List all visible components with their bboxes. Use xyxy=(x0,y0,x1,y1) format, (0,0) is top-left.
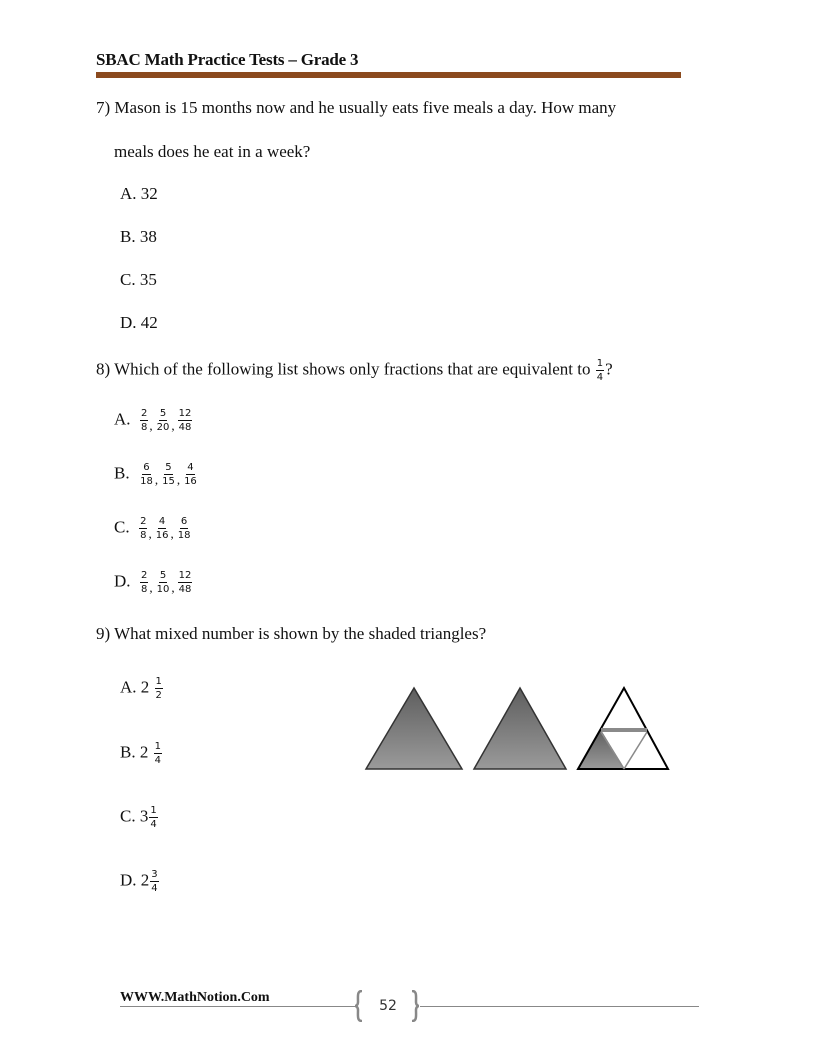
partial-triangle xyxy=(577,688,668,769)
shaded-quarter-triangle xyxy=(577,730,625,769)
q9-option-a-label: A. 2 xyxy=(120,677,150,697)
q8-option-d-label: D. xyxy=(114,571,131,591)
q9-option-b-label: B. 2 xyxy=(120,742,149,762)
right-brace-icon xyxy=(410,990,420,1022)
footer-website: WWW.MathNotion.Com xyxy=(120,990,270,1005)
fraction: $\frac{12}{48}$ xyxy=(178,570,192,595)
q8-option-c: C. $\frac{2}{8}$ $_,$ $\frac{4}{16}$ $_,$ $\frac{6}{18}$ xyxy=(114,516,191,542)
fraction: $\frac{5}{20}$ xyxy=(156,408,170,433)
question-8-text xyxy=(96,358,613,383)
q8-option-a: A. $\frac{2}{8}$ $_,$ $\frac{5}{20}$ $_,$ $\frac{12}{48}$ xyxy=(114,408,192,434)
question-7-line-2: meals does he eat in a week? xyxy=(114,142,311,161)
fraction: $\frac{2}{8}$ xyxy=(141,570,148,595)
question-8-prompt: 8) Which of the following list shows only fractions that are equivalent to xyxy=(96,359,595,379)
fraction: $\frac{5}{10}$ xyxy=(156,570,170,595)
footer-rule-left xyxy=(120,1006,356,1007)
fraction: $\frac{1}{4}$ xyxy=(154,741,161,766)
fraction: $\frac{4}{16}$ xyxy=(155,516,169,541)
footer-rule-right xyxy=(420,1006,699,1007)
fraction: $\frac{6}{18}$ xyxy=(177,516,191,541)
full-triangle-1 xyxy=(366,688,462,769)
fraction: $\frac{2}{8}$ xyxy=(140,516,147,541)
q7-option-b: B. 38 xyxy=(120,227,157,246)
fraction: $\frac{4}{16}$ xyxy=(184,462,197,487)
fraction: $\frac{3}{4}$ xyxy=(151,869,158,894)
q9-option-b xyxy=(120,741,163,766)
question-8-end: ? xyxy=(605,359,613,379)
fraction: $\frac{1}{4}$ xyxy=(150,805,157,830)
fraction: $\frac{5}{15}$ xyxy=(162,462,175,487)
q9-option-d xyxy=(120,869,160,894)
q8-option-b: B. $\frac{6}{18}$ $_,$ $\frac{5}{15}$ $_,$ $\frac{4}{16}$ xyxy=(114,462,197,488)
q8-option-a-label: A. xyxy=(114,409,131,429)
midline-right xyxy=(624,732,647,769)
fraction: $\frac{2}{8}$ xyxy=(141,408,148,433)
fraction: $\frac{1}{2}$ xyxy=(155,676,162,701)
page-number: 52 xyxy=(379,998,397,1014)
header-divider xyxy=(96,72,681,78)
shaded-triangles-figure xyxy=(364,684,674,776)
q7-option-a: A. 32 xyxy=(120,184,158,203)
fraction: $\frac{12}{48}$ xyxy=(178,408,192,433)
fraction: $\frac{6}{18}$ xyxy=(140,462,153,487)
q9-option-c xyxy=(120,805,159,830)
q9-option-c-label: C. 3 xyxy=(120,806,149,826)
q8-option-b-label: B. xyxy=(114,463,130,483)
target-fraction: $\frac{1}{4}$ xyxy=(596,358,604,383)
q7-option-c: C. 35 xyxy=(120,270,157,289)
page-header-title: SBAC Math Practice Tests – Grade 3 xyxy=(96,50,359,69)
q8-option-c-label: C. xyxy=(114,517,130,537)
q8-option-d: D. $\frac{2}{8}$ $_,$ $\frac{5}{10}$ $_,$ $\frac{12}{48}$ xyxy=(114,570,192,596)
full-triangle-2 xyxy=(474,688,566,769)
question-7-line-1: 7) Mason is 15 months now and he usually eats five meals a day. How many xyxy=(96,98,617,117)
q9-option-d-label: D. 2 xyxy=(120,870,150,890)
left-brace-icon xyxy=(354,990,364,1022)
q9-option-a xyxy=(120,676,164,701)
q7-option-d: D. 42 xyxy=(120,313,158,332)
question-9-text: 9) What mixed number is shown by the shaded triangles? xyxy=(96,624,487,643)
